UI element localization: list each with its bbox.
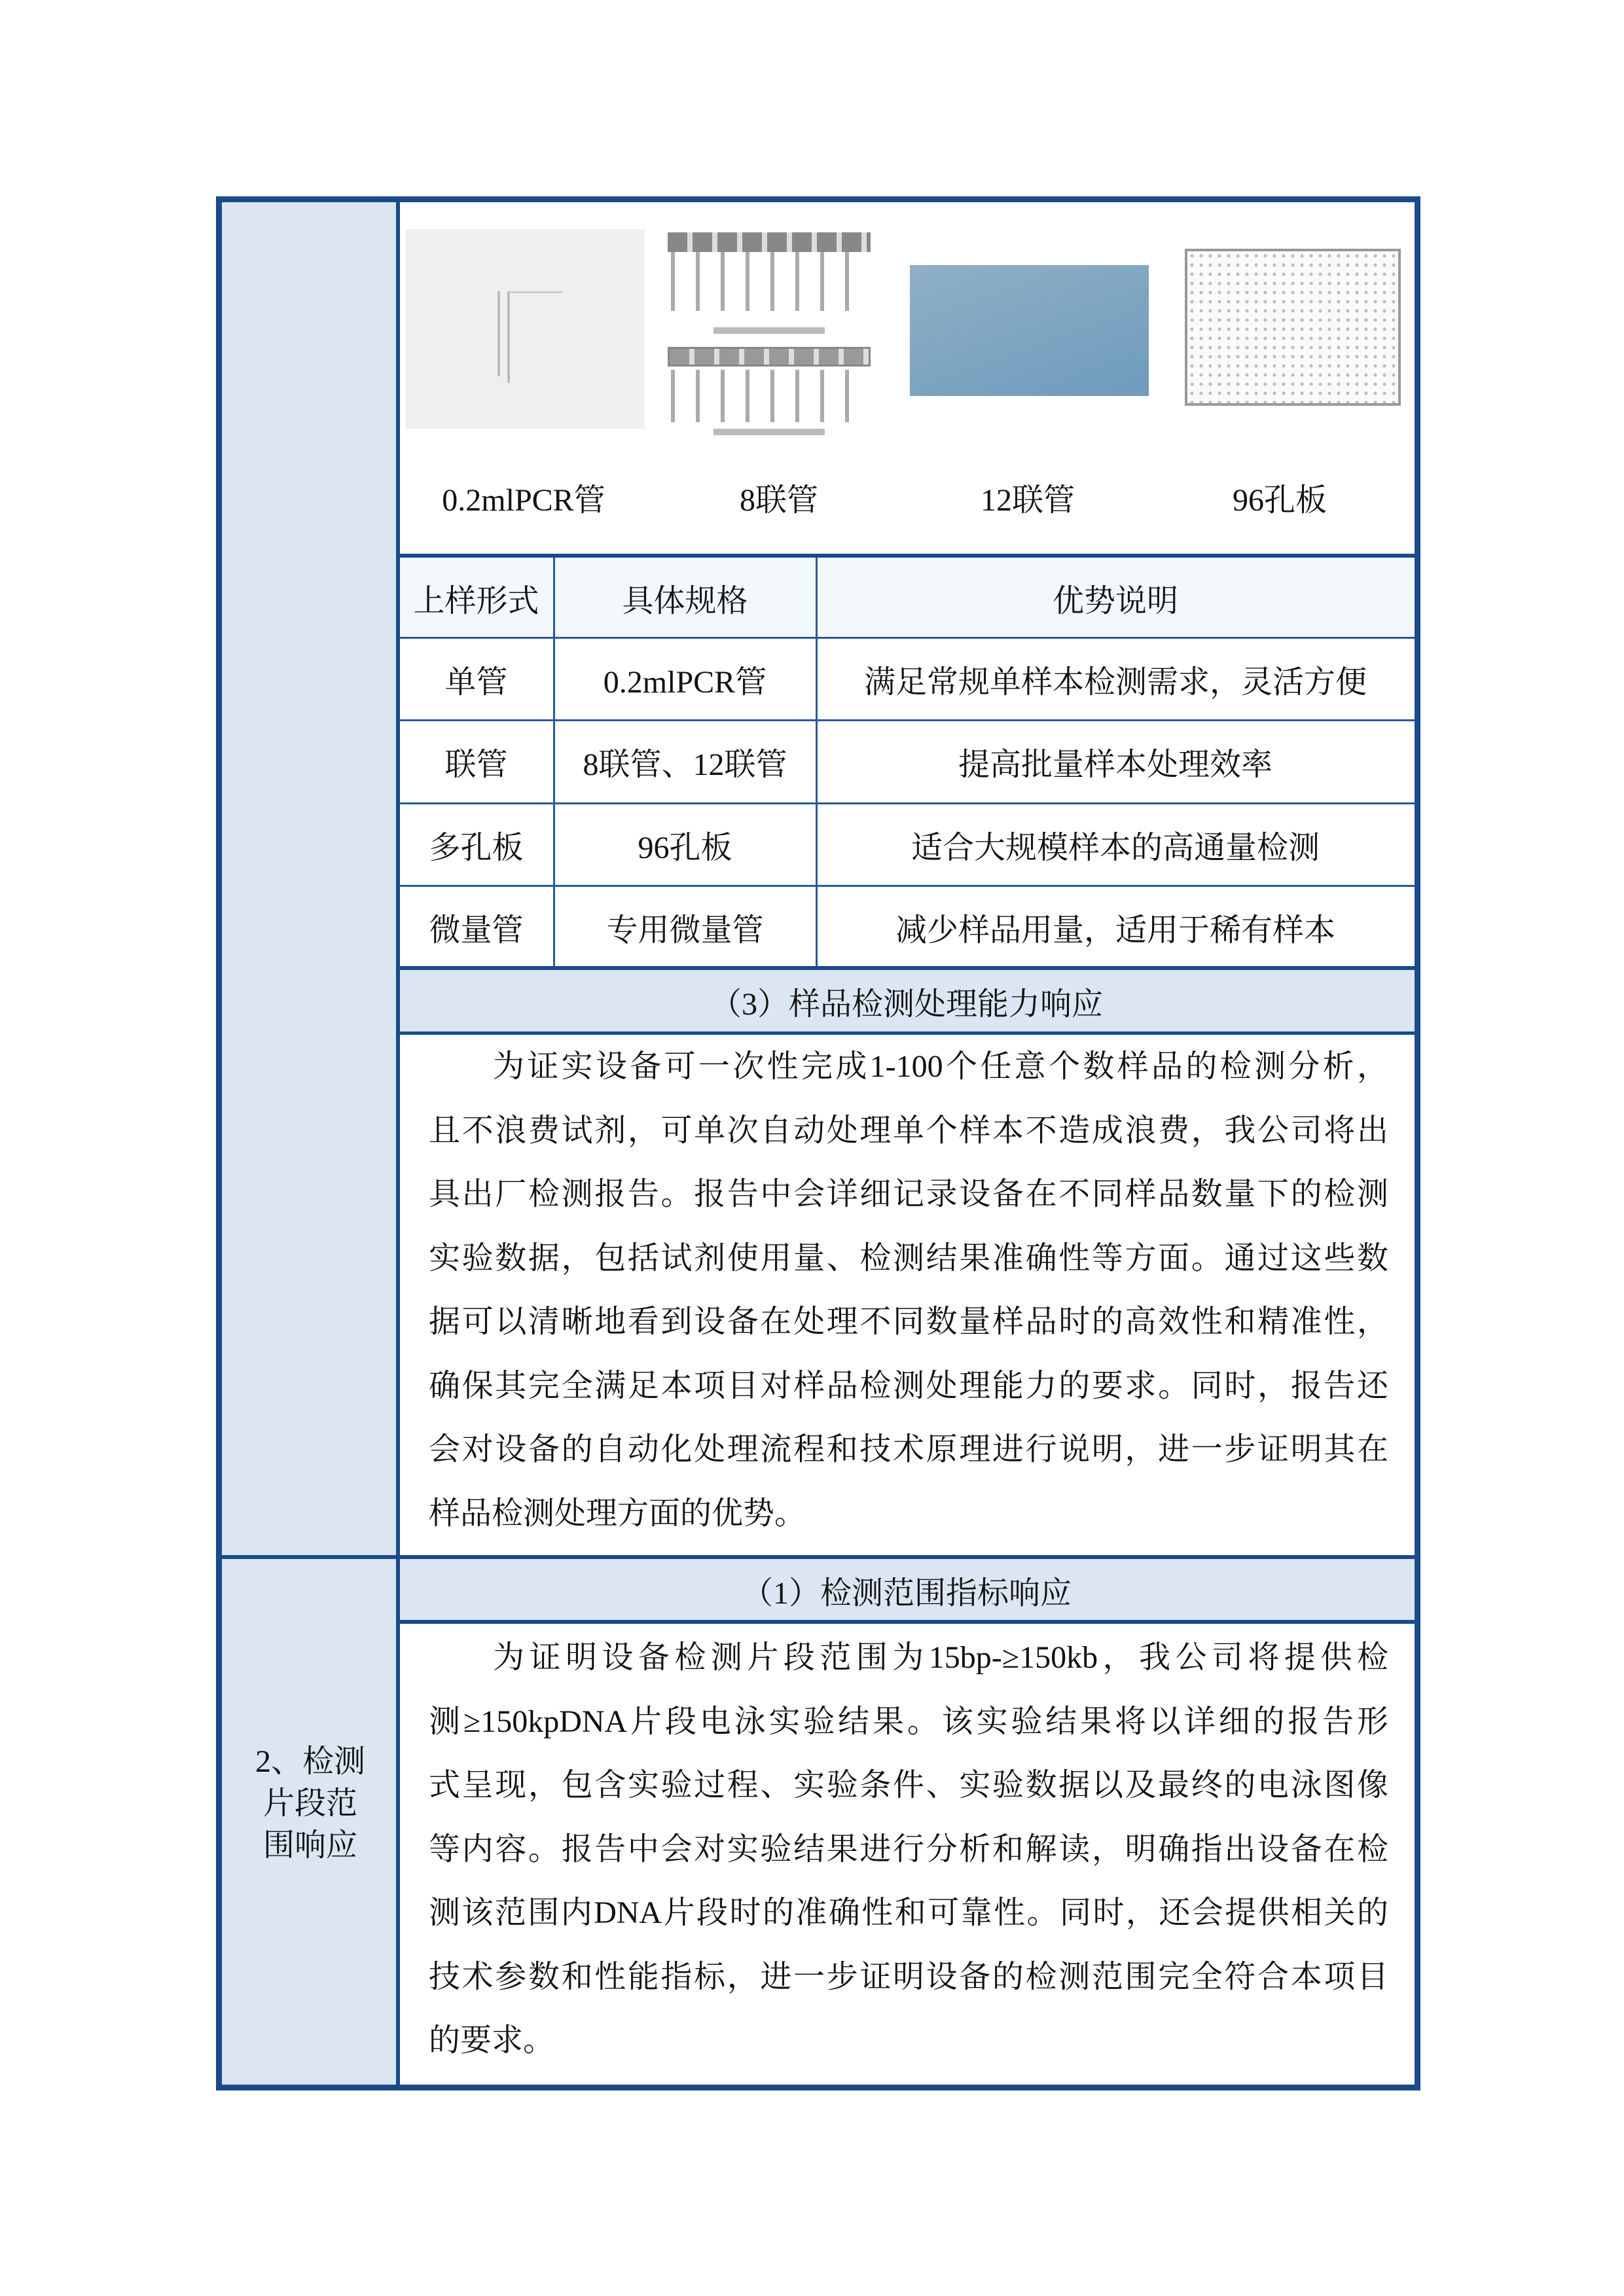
divider	[399, 719, 1415, 721]
paragraph-line: 为证明设备检测片段范围为15bp-≥150kb，我公司将提供检	[493, 1640, 1388, 1675]
paragraph-line: 等内容。报告中会对实验结果进行分析和解读，明确指出设备在检	[429, 1831, 1388, 1867]
image-caption: 96孔板	[1232, 483, 1327, 518]
table-cell: 微量管	[429, 913, 524, 948]
item2-label-line: 2、检测	[255, 1744, 365, 1779]
paragraph-line: 样品检测处理方面的优势。	[429, 1496, 806, 1531]
divider	[399, 966, 1415, 970]
divider	[399, 1620, 1415, 1624]
paragraph-line: 会对设备的自动化处理流程和技术原理进行说明，进一步证明其在	[429, 1432, 1388, 1467]
96-well-plate-image	[1162, 249, 1401, 416]
paragraph-line: 实验数据，包括试剂使用量、检测结果准确性等方面。通过这些数	[429, 1240, 1388, 1276]
table-header-cell: 优势说明	[1052, 583, 1178, 619]
table-cell: 96孔板	[638, 831, 732, 865]
table-cell: 8联管、12联管	[583, 747, 787, 782]
divider	[553, 558, 555, 968]
table-cell: 减少样品用量，适用于稀有样本	[895, 913, 1335, 948]
divider	[399, 637, 1415, 639]
table-cell: 0.2mlPCR管	[603, 665, 767, 700]
section3-paragraph	[429, 1035, 1388, 1545]
paragraph-line: 据可以清晰地看到设备在处理不同数量样品时的高效性和精准性，	[429, 1304, 1388, 1339]
table-cell: 专用微量管	[606, 913, 764, 948]
paragraph-line: 确保其完全满足本项目对样品检测处理能力的要求。同时，报告还	[429, 1368, 1388, 1403]
paragraph-line: 测该范围内DNA片段时的准确性和可靠性。同时，还会提供相关的	[429, 1895, 1388, 1930]
section-header: （3）样品检测处理能力响应	[399, 968, 1415, 1033]
paragraph-line: 式呈现，包含实验过程、实验条件、实验数据以及最终的电泳图像	[429, 1768, 1388, 1803]
table-cell: 满足常规单样本检测需求，灵活方便	[863, 665, 1367, 700]
image-caption: 8联管	[739, 483, 818, 518]
paragraph-line: 技术参数和性能指标，进一步证明设备的检测范围完全符合本项目	[429, 1959, 1388, 1994]
paragraph-line: 具出厂检测报告。报告中会详细记录设备在不同样品数量下的检测	[429, 1177, 1388, 1211]
image-caption: 12联管	[980, 483, 1075, 518]
table-cell: 提高批量样本处理效率	[958, 747, 1272, 782]
pcr-tube-image	[406, 229, 645, 429]
paragraph-line: 为证实设备可一次性完成1-100个任意个数样品的检测分析，	[493, 1049, 1388, 1084]
item2-label-line: 片段范	[262, 1786, 357, 1821]
image-caption: 0.2mlPCR管	[442, 483, 605, 518]
item2-label-line: 围响应	[262, 1828, 357, 1863]
table-header-cell: 具体规格	[622, 583, 748, 619]
paragraph-line: 且不浪费试剂，可单次自动处理单个样本不造成浪费，我公司将出	[429, 1113, 1388, 1148]
table-cell: 单管	[444, 665, 508, 700]
table-cell: 适合大规模样本的高通量检测	[911, 831, 1320, 865]
divider	[399, 802, 1415, 804]
table-cell: 联管	[444, 747, 508, 782]
paragraph-line: 的要求。	[429, 2023, 555, 2058]
table-header-cell: 上样形式	[413, 583, 539, 619]
divider	[399, 885, 1415, 887]
item2-paragraph	[429, 1626, 1388, 2073]
divider	[399, 554, 1415, 558]
item2-label	[222, 1741, 399, 1867]
divider	[396, 202, 400, 2085]
paragraph-line: 测≥150kpDNA片段电泳实验结果。该实验结果将以详细的报告形	[429, 1704, 1388, 1739]
section-header: （1）检测范围指标响应	[399, 1559, 1415, 1621]
8-strip-tube-image	[661, 216, 877, 439]
12-strip-tube-image	[910, 265, 1149, 396]
table-cell: 多孔板	[429, 831, 524, 865]
divider	[816, 558, 818, 968]
